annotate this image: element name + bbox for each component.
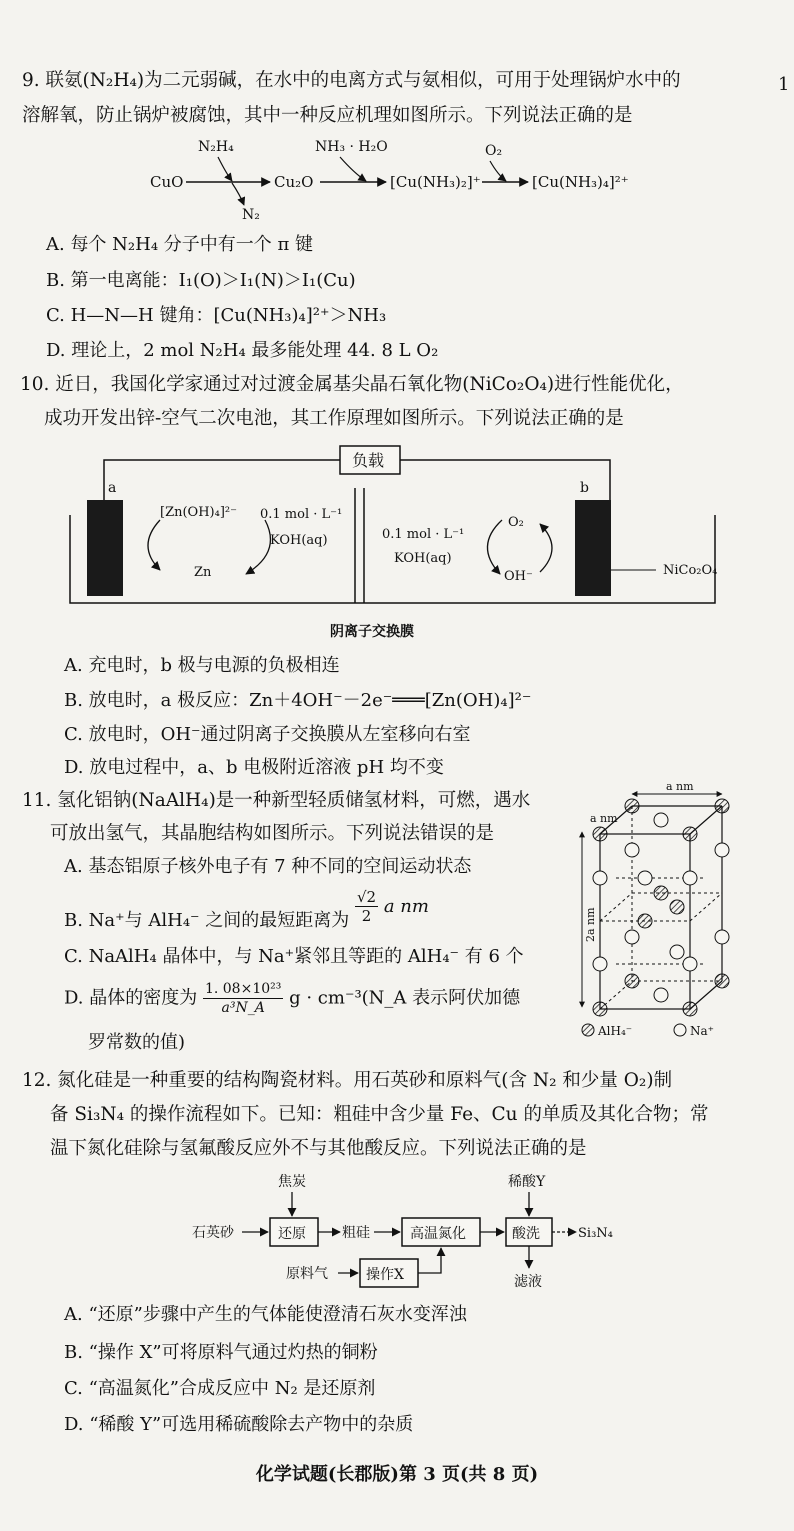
- scheme-o2: O₂: [485, 143, 503, 159]
- circuit-wire-right: [400, 460, 610, 502]
- q9-option-d[interactable]: D. 理论上，2 mol N₂H₄ 最多能处理 44. 8 L O₂: [46, 340, 439, 361]
- flow-raw-gas: 原料气: [286, 1266, 328, 1282]
- flow-crude-si: 粗硅: [342, 1225, 370, 1241]
- q11-stem-line1: 11. 氢化铝钠(NaAlH₄)是一种新型轻质储氢材料，可燃，遇水: [22, 790, 531, 811]
- flow-filtrate: 滤液: [514, 1274, 542, 1290]
- q10-option-b[interactable]: B. 放电时，a 极反应：Zn＋4OH⁻－2e⁻═══[Zn(OH)₄]²⁻: [64, 690, 532, 711]
- flow-dilute-acid: 稀酸Y: [508, 1174, 546, 1190]
- legend-alh4-label: AlH₄⁻: [598, 1024, 633, 1038]
- oh-label: OH⁻: [504, 569, 533, 584]
- q11-option-d-fraction: [203, 980, 283, 1017]
- scheme-nh3h2o: NH₃ · H₂O: [315, 139, 388, 155]
- q11-option-b[interactable]: [64, 888, 429, 938]
- left-conc: 0.1 mol · L⁻¹: [260, 507, 343, 522]
- scheme-n2: N₂: [242, 207, 260, 223]
- q12-stem-line1: 12. 氮化硅是一种重要的结构陶瓷材料。用石英砂和原料气(含 N₂ 和少量 O₂)制: [22, 1070, 673, 1091]
- q11-option-d-num: 1. 08×10²³: [204, 981, 282, 997]
- dim-height-label: 2a nm: [584, 907, 597, 942]
- flow-operation: 操作X: [366, 1267, 404, 1283]
- q11-option-d-unit: g · cm⁻³(N_A 表示阿伏加德: [289, 987, 521, 1009]
- q9-option-a[interactable]: A. 每个 N₂H₄ 分子中有一个 π 键: [46, 234, 314, 255]
- q11-option-b-num: √2: [357, 888, 377, 906]
- q9-option-b[interactable]: B. 第一电离能：I₁(O)＞I₁(N)＞I₁(Cu): [46, 270, 356, 291]
- membrane-caption: 阴离子交换膜: [330, 624, 414, 640]
- q11-option-d-den: a³N_A: [221, 1000, 265, 1016]
- q11-option-d-text: D. 晶体的密度为: [64, 987, 198, 1009]
- catalyst-label: NiCo₂O₄: [663, 563, 718, 578]
- q12-flowchart: [190, 1170, 660, 1295]
- scheme-nh3-inlet: [340, 157, 366, 181]
- circuit-wire: [104, 460, 340, 502]
- right-arrow-down: [487, 520, 502, 574]
- q11-option-b-unit: a nm: [383, 895, 429, 917]
- q11-option-d-line2: 罗常数的值): [88, 1032, 186, 1053]
- q9-reaction-scheme: [140, 135, 740, 225]
- na-ions: [593, 813, 729, 1002]
- flow-nitride: 高温氮化: [410, 1226, 466, 1242]
- scheme-cu2o: Cu₂O: [274, 173, 314, 191]
- scheme-n2h4-inlet: [218, 157, 232, 181]
- dim-top-label: a nm: [666, 782, 694, 793]
- q9-stem-line2: 溶解氧，防止锅炉被腐蚀，其中一种反应机理如图所示。下列说法正确的是: [22, 105, 633, 126]
- q10-option-a[interactable]: A. 充电时，b 极与电源的负极相连: [64, 655, 340, 676]
- flow-reduce: 还原: [278, 1226, 306, 1242]
- q12-option-d[interactable]: D. “稀酸 Y”可选用稀硫酸除去产物中的杂质: [64, 1414, 414, 1435]
- q9-stem-line1: 9. 联氨(N₂H₄)为二元弱碱，在水中的电离方式与氨相似，可用于处理锅炉水中的: [22, 70, 681, 91]
- left-sol: KOH(aq): [270, 533, 328, 548]
- scheme-cunh3-4: [Cu(NH₃)₄]²⁺: [532, 173, 629, 191]
- q11-option-d[interactable]: [64, 980, 520, 1017]
- q11-option-c[interactable]: C. NaAlH₄ 晶体中，与 Na⁺紧邻且等距的 AlH₄⁻ 有 6 个: [64, 946, 524, 967]
- flow-coke: 焦炭: [278, 1174, 306, 1190]
- q10-stem-line2: 成功开发出锌-空气二次电池，其工作原理如图所示。下列说法正确的是: [44, 408, 624, 429]
- left-species: [Zn(OH)₄]²⁻: [160, 505, 237, 520]
- q12-stem-line3: 温下氮化硅除与氢氟酸反应外不与其他酸反应。下列说法正确的是: [50, 1138, 587, 1159]
- dim-side-label: a nm: [590, 812, 618, 825]
- flow-product: Si₃N₄: [578, 1226, 613, 1241]
- page-footer: 化学试题(长郡版)第 3 页(共 8 页): [255, 1464, 539, 1485]
- electrode-a-label: a: [108, 480, 117, 496]
- alh4-ions: [593, 799, 729, 1016]
- q11-crystal-cell: [572, 782, 787, 1044]
- electrode-b-label: b: [580, 480, 589, 496]
- scheme-cunh3-2: [Cu(NH₃)₂]⁺: [390, 173, 481, 191]
- q11-option-a[interactable]: A. 基态铝原子核外电子有 7 种不同的空间运动状态: [64, 856, 472, 877]
- right-arrow-up: [540, 524, 552, 572]
- q12-option-b[interactable]: B. “操作 X”可将原料气通过灼热的铜粉: [64, 1342, 378, 1363]
- flow-quartz: 石英砂: [192, 1225, 234, 1241]
- q10-stem-line1: 10. 近日，我国化学家通过对过渡金属基尖晶石氧化物(NiCo₂O₄)进行性能优化，: [20, 374, 684, 395]
- scheme-n2h4: N₂H₄: [198, 139, 234, 155]
- legend-na-swatch: [674, 1024, 686, 1036]
- scheme-cuo: CuO: [150, 173, 184, 191]
- q11-option-b-den: 2: [361, 907, 372, 925]
- left-arrow-up: [246, 520, 270, 574]
- q11-option-b-fraction: [355, 888, 378, 925]
- o2-label: O₂: [508, 515, 524, 530]
- right-conc: 0.1 mol · L⁻¹: [382, 527, 465, 542]
- electrode-a: [87, 500, 123, 596]
- scheme-o2-inlet: [490, 161, 506, 181]
- q10-option-c[interactable]: C. 放电时，OH⁻通过阴离子交换膜从左室移向右室: [64, 724, 471, 745]
- q12-option-c[interactable]: C. “高温氮化”合成反应中 N₂ 是还原剂: [64, 1378, 376, 1399]
- right-sol: KOH(aq): [394, 551, 452, 566]
- q10-option-d[interactable]: D. 放电过程中，a、b 电极附近溶液 pH 均不变: [64, 757, 444, 778]
- q10-battery-diagram: [60, 440, 760, 645]
- legend-alh4-swatch: [582, 1024, 594, 1036]
- q12-option-a[interactable]: A. “还原”步骤中产生的气体能使澄清石灰水变浑浊: [64, 1304, 467, 1325]
- electrode-b: [575, 500, 611, 596]
- flow-acid-wash: 酸洗: [512, 1226, 540, 1242]
- load-label: 负载: [352, 451, 385, 470]
- q9-option-c[interactable]: C. H—N—H 键角：[Cu(NH₃)₄]²⁺＞NH₃: [46, 305, 387, 326]
- q12-stem-line2: 备 Si₃N₄ 的操作流程如下。已知：粗硅中含少量 Fe、Cu 的单质及其化合物；常: [50, 1104, 709, 1125]
- zn-label: Zn: [194, 565, 212, 580]
- q11-stem-line2: 可放出氢气，其晶胞结构如图所示。下列说法错误的是: [50, 823, 495, 844]
- legend-na-label: Na⁺: [690, 1024, 714, 1038]
- page-corner-mark: 1: [778, 74, 790, 95]
- scheme-n2-outlet: [232, 183, 244, 205]
- q11-option-b-text: B. Na⁺与 AlH₄⁻ 之间的最短距离为: [64, 909, 350, 931]
- left-arrow-down: [148, 520, 160, 570]
